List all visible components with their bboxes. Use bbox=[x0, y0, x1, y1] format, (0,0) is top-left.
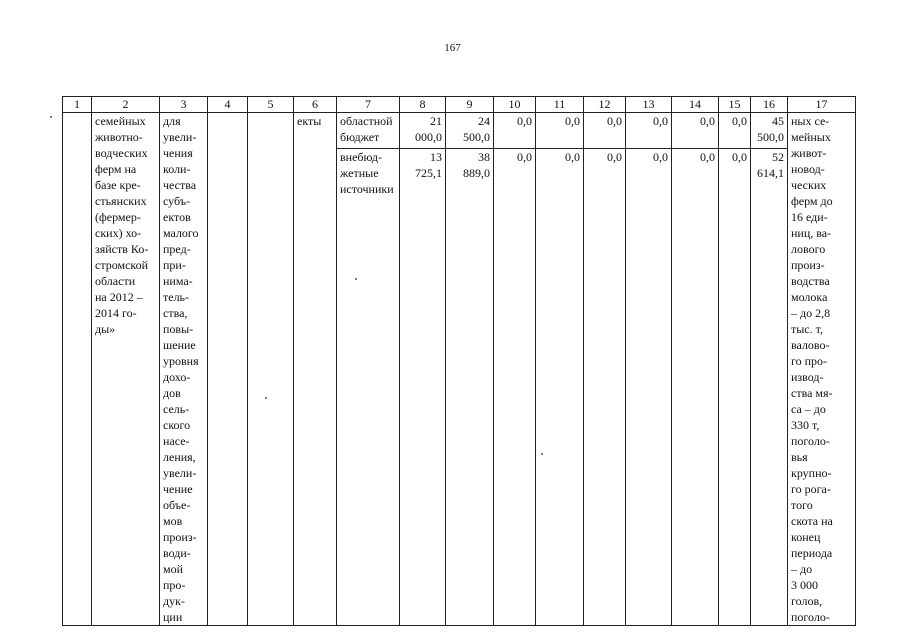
cell-col-6: екты bbox=[294, 113, 337, 626]
cell-amount-13: 0,0 bbox=[626, 149, 672, 626]
header-col-14: 14 bbox=[672, 97, 719, 113]
header-col-10: 10 bbox=[494, 97, 536, 113]
header-col-7: 7 bbox=[337, 97, 400, 113]
cell-amount-11: 0,0 bbox=[536, 149, 584, 626]
header-col-9: 9 bbox=[446, 97, 494, 113]
header-row bbox=[63, 97, 856, 113]
program-table bbox=[62, 96, 856, 626]
cell-col-1 bbox=[63, 113, 92, 626]
header-col-16: 16 bbox=[751, 97, 788, 113]
header-col-5: 5 bbox=[248, 97, 294, 113]
scan-speck bbox=[355, 278, 357, 280]
header-col-17: 17 bbox=[788, 97, 856, 113]
source-row-regional bbox=[63, 113, 856, 149]
cell-amount-11: 0,0 bbox=[536, 113, 584, 149]
scan-speck bbox=[541, 453, 543, 455]
cell-amount-14: 0,0 bbox=[672, 113, 719, 149]
cell-amount-8: 13 725,1 bbox=[400, 149, 446, 626]
header-col-15: 15 bbox=[719, 97, 751, 113]
cell-amount-15: 0,0 bbox=[719, 149, 751, 626]
cell-amount-8: 21 000,0 bbox=[400, 113, 446, 149]
header-col-11: 11 bbox=[536, 97, 584, 113]
page-number: 167 bbox=[444, 42, 461, 54]
cell-amount-15: 0,0 bbox=[719, 113, 751, 149]
header-col-3: 3 bbox=[160, 97, 208, 113]
header-col-8: 8 bbox=[400, 97, 446, 113]
cell-amount-16: 52 614,1 bbox=[751, 149, 788, 626]
cell-col-4 bbox=[208, 113, 248, 626]
cell-goal: для увели- чения коли- чества субъ- ектов малого пред- при- нима- тель- ства, повы- шение уровня дохо- дов сель- ского насе- ления, увели- чение объе- мов произ- води- мой про- дук- ции bbox=[160, 113, 208, 626]
header-col-4: 4 bbox=[208, 97, 248, 113]
cell-col-5 bbox=[248, 113, 294, 626]
cell-amount-13: 0,0 bbox=[626, 113, 672, 149]
cell-amount-10: 0,0 bbox=[494, 113, 536, 149]
cell-expected-results: ных се- мейных живот- новод- ческих ферм до 16 еди- ниц, ва- лового произ- водства молока – до 2,8 тыс. т, валово- го про- извод- ства мя- са – до 330 т, поголо- вья крупно- го рога- того скота на конец периода – до 3 000 голов, поголо- bbox=[788, 113, 856, 626]
cell-amount-9: 38 889,0 bbox=[446, 149, 494, 626]
header-col-2: 2 bbox=[92, 97, 160, 113]
cell-source-name: областной бюджет bbox=[337, 113, 400, 149]
header-col-12: 12 bbox=[584, 97, 626, 113]
cell-amount-16: 45 500,0 bbox=[751, 113, 788, 149]
cell-amount-14: 0,0 bbox=[672, 149, 719, 626]
cell-amount-12: 0,0 bbox=[584, 113, 626, 149]
header-col-13: 13 bbox=[626, 97, 672, 113]
scan-speck bbox=[265, 397, 267, 399]
scan-speck bbox=[50, 116, 52, 118]
cell-amount-9: 24 500,0 bbox=[446, 113, 494, 149]
cell-amount-12: 0,0 bbox=[584, 149, 626, 626]
cell-program-name: семейных животно- водческих ферм на базе кре- стьянских (фермер- ских) хо- зяйств Ко- стромской области на 2012 – 2014 го- ды» bbox=[92, 113, 160, 626]
cell-source-name: внебюд- жетные источники bbox=[337, 149, 400, 626]
cell-amount-10: 0,0 bbox=[494, 149, 536, 626]
header-col-1: 1 bbox=[63, 97, 92, 113]
header-col-6: 6 bbox=[294, 97, 337, 113]
